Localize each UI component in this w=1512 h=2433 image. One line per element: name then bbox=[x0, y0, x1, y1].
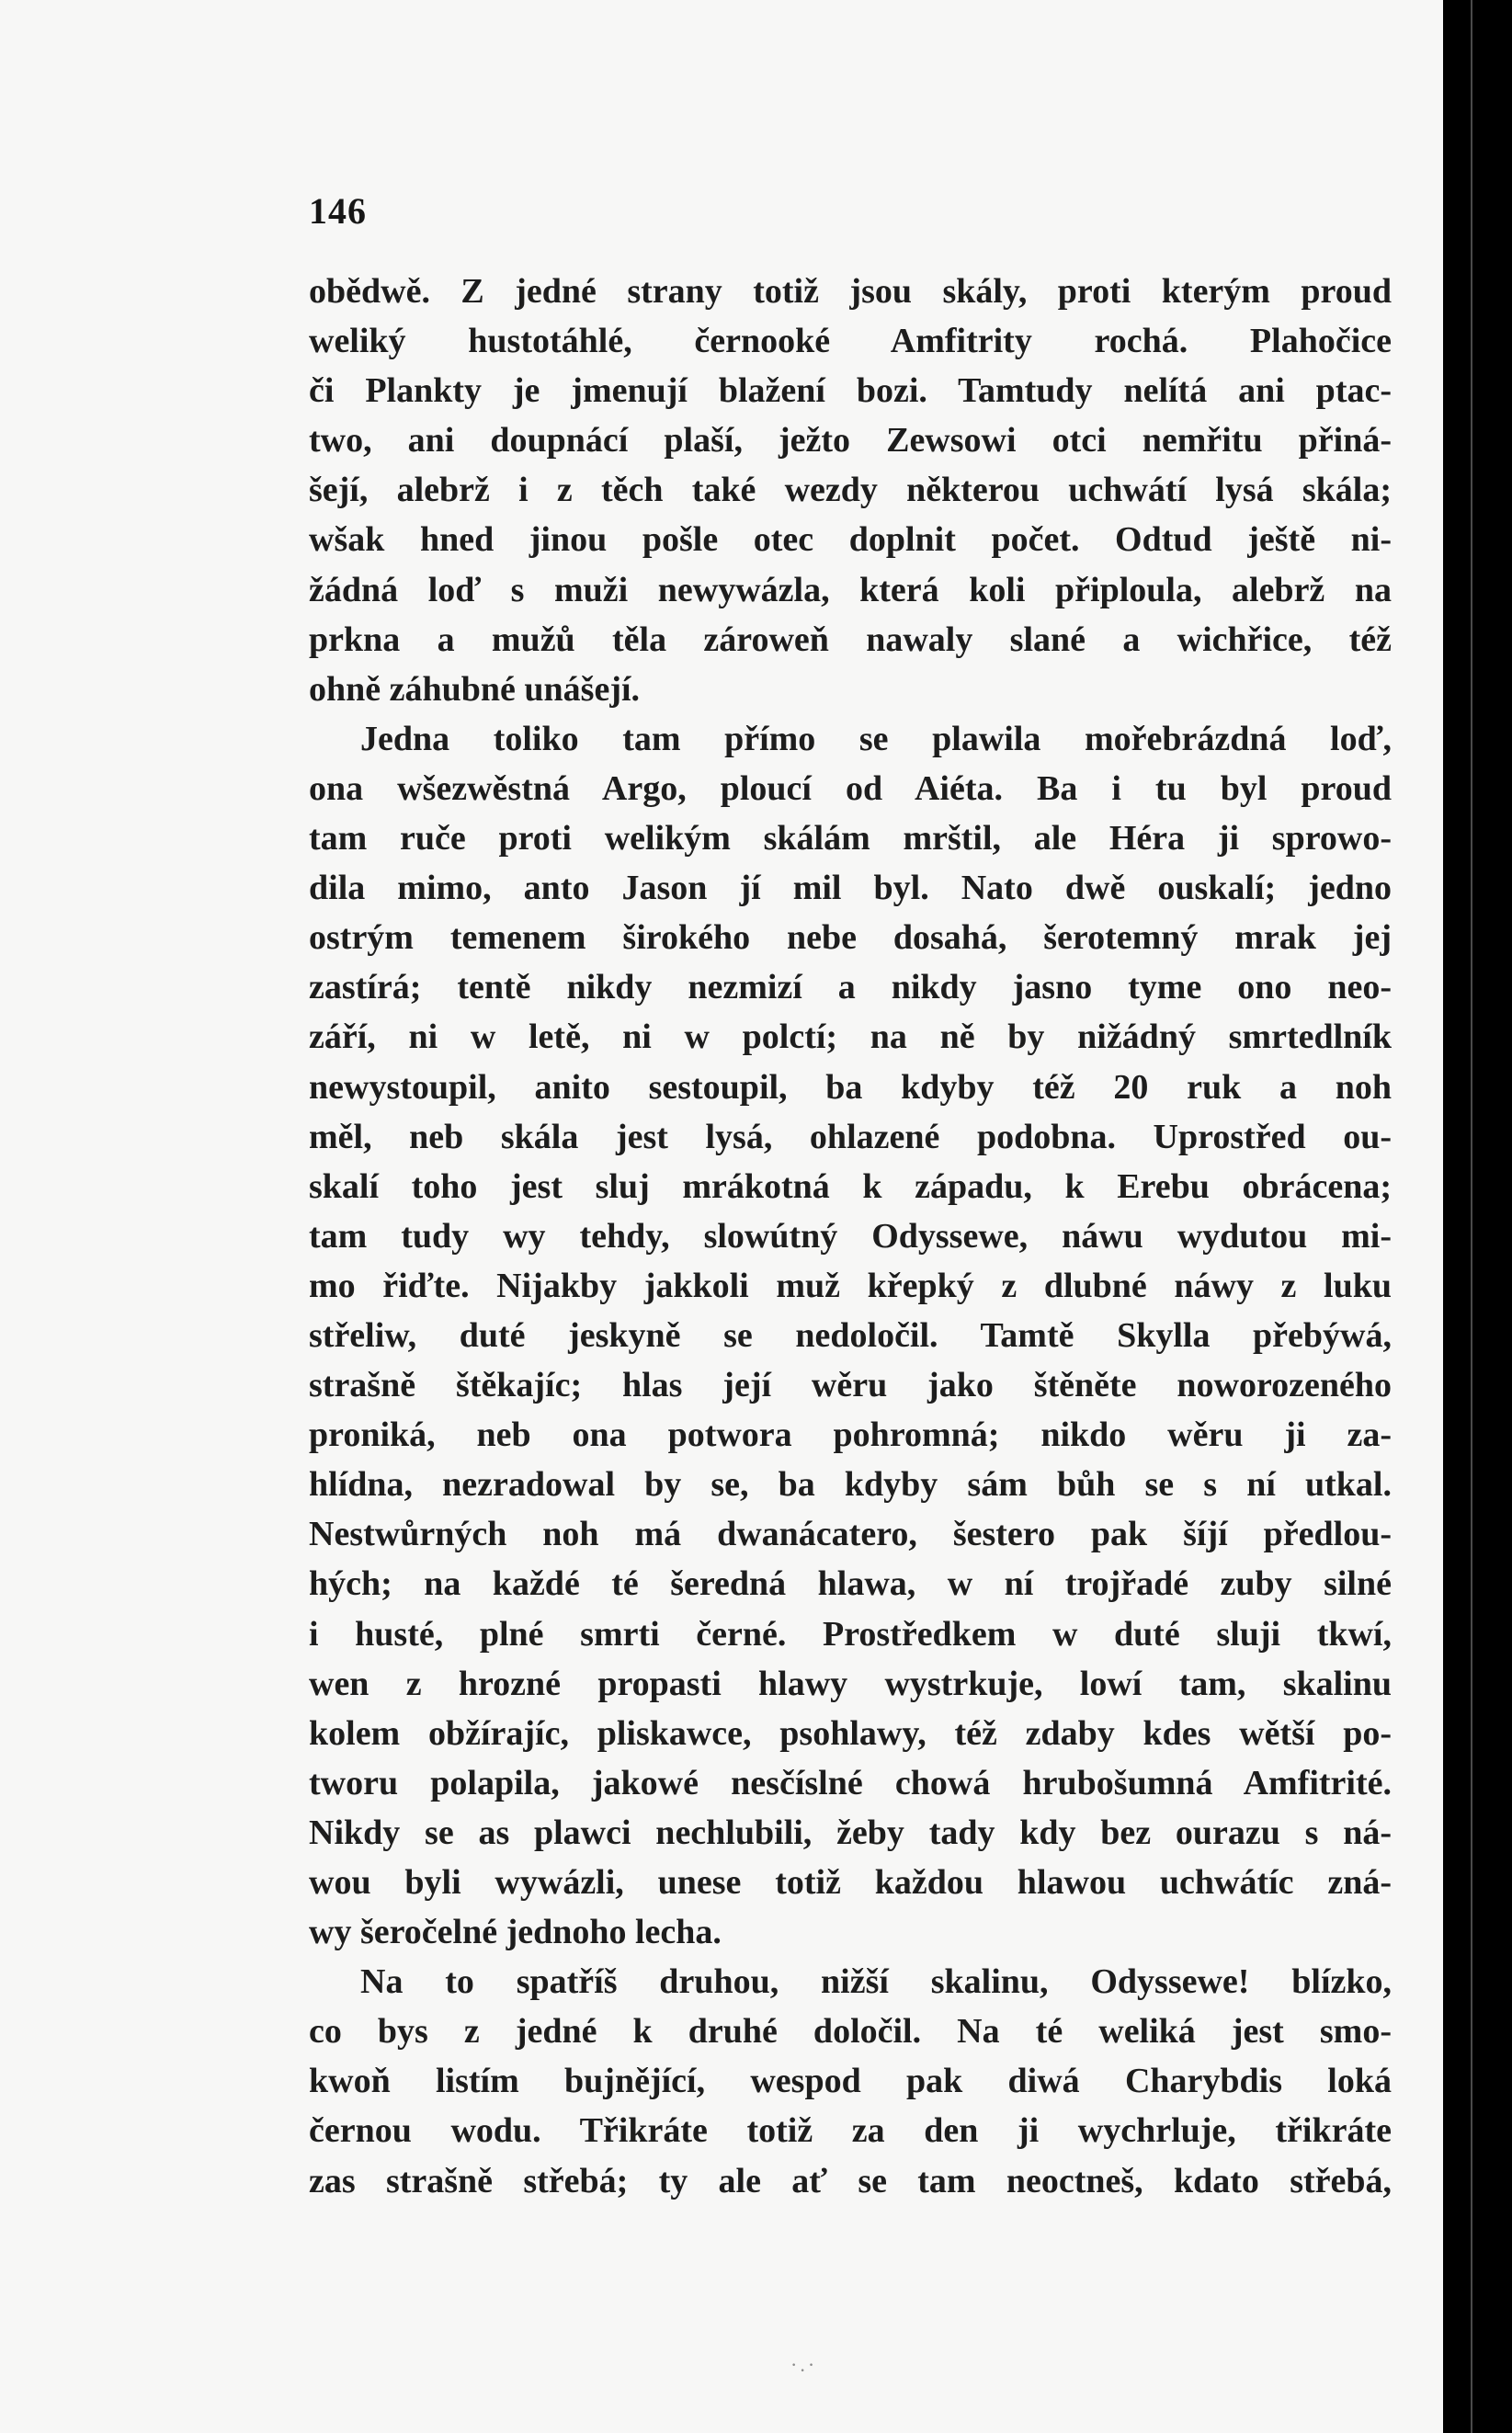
text-line: ostrým temenem širokého nebe dosahá, šerotemný mrak jej bbox=[309, 918, 1392, 958]
text-line: dila mimo, anto Jason jí mil byl. Nato dwě ouskalí; jedno bbox=[309, 869, 1392, 908]
text-line: Nestwůrných noh má dwanácatero, šestero pak šíjí předlou- bbox=[309, 1515, 1392, 1554]
text-line: i husté, plné smrti černé. Prostředkem w duté sluji tkwí, bbox=[309, 1614, 1392, 1654]
text-line: newystoupil, anito sestoupil, ba kdyby též 20 ruk a noh bbox=[309, 1067, 1392, 1107]
paragraph-start-line: Jedna toliko tam přímo se plawila mořebrázdná loď, bbox=[360, 719, 1392, 758]
paragraph-end-line: ohně záhubné unášejí. bbox=[309, 669, 641, 709]
text-line: tam ruče proti welikým skálám mrštil, ale Héra ji sprowo- bbox=[309, 819, 1392, 858]
text-line: střeliw, duté jeskyně se nedoločil. Tamtě Skylla přebýwá, bbox=[309, 1315, 1392, 1355]
paragraph-end-line: wy šeročelné jednoho lecha. bbox=[309, 1913, 722, 1952]
text-line: two, ani doupnácí plaší, ježto Zewsowi otci nemřitu přiná- bbox=[309, 421, 1392, 460]
text-line: zas strašně střebá; ty ale ať se tam neoctneš, kdato střebá, bbox=[309, 2161, 1392, 2200]
text-line: či Plankty je jmenují blažení bozi. Tamtudy nelítá ani ptac- bbox=[309, 371, 1392, 411]
text-line: šejí, alebrž i z těch také wezdy některou uchwátí lysá skála; bbox=[309, 471, 1392, 510]
text-line: kolem obžírajíc, pliskawce, psohlawy, též zdaby kdes wětší po- bbox=[309, 1713, 1392, 1753]
text-line: co bys z jedné k druhé določil. Na té weliká jest smo- bbox=[309, 2012, 1392, 2052]
page-number: 146 bbox=[309, 190, 367, 232]
text-line: černou wodu. Třikráte totiž za den ji wychrluje, třikráte bbox=[309, 2111, 1392, 2151]
text-line: ona wšezwěstná Argo, ploucí od Aiéta. Ba i tu byl proud bbox=[309, 768, 1392, 808]
text-line: wšak hned jinou pošle otec doplnit počet. Odtud ještě ni- bbox=[309, 520, 1392, 560]
text-line: tam tudy wy tehdy, slowútný Odyssewe, náwu wydutou mi- bbox=[309, 1216, 1392, 1256]
text-line: prkna a mužů těla zároweň nawaly slané a wichřice, též bbox=[309, 620, 1392, 659]
text-line: obědwě. Z jedné strany totiž jsou skály, proti kterým proud bbox=[309, 272, 1392, 311]
text-line: skalí toho jest sluj mrákotná k západu, k Erebu obrácena; bbox=[309, 1166, 1392, 1206]
body-text bbox=[309, 267, 1392, 2206]
text-line: wou byli wywázli, unese totiž každou hlawou uchwátíc zná- bbox=[309, 1863, 1392, 1902]
text-line: wen z hrozné propasti hlawy wystrkuje, lowí tam, skalinu bbox=[309, 1664, 1392, 1703]
page-edge-line bbox=[1471, 0, 1472, 2433]
text-line: weliký hustotáhlé, černooké Amfitrity rochá. Plahočice bbox=[309, 322, 1392, 361]
text-line: žádná loď s muži newywázla, která koli připloula, alebrž na bbox=[309, 570, 1392, 609]
text-line: hých; na každé té šeredná hlawa, w ní trojřadé zuby silné bbox=[309, 1564, 1392, 1604]
scan-specks: ·.· bbox=[790, 2353, 818, 2376]
text-line: proniká, neb ona potwora pohromná; nikdo wěru ji za- bbox=[309, 1415, 1392, 1455]
text-line: měl, neb skála jest lysá, ohlazené podobna. Uprostřed ou- bbox=[309, 1117, 1392, 1156]
text-line: hlídna, nezradowal by se, ba kdyby sám bůh se s ní utkal. bbox=[309, 1465, 1392, 1505]
scan-border bbox=[1443, 0, 1512, 2433]
text-line: tworu polapila, jakowé nesčíslné chowá hrubošumná Amfitrité. bbox=[309, 1763, 1392, 1802]
text-line: Nikdy se as plawci nechlubili, žeby tady kdy bez ourazu s ná- bbox=[309, 1813, 1392, 1852]
text-line: strašně štěkajíc; hlas její wěru jako štěněte noworozeného bbox=[309, 1366, 1392, 1405]
paragraph-start-line: Na to spatříš druhou, nižší skalinu, Odyssewe! blízko, bbox=[360, 1962, 1392, 2002]
text-line: kwoň listím bujnějící, wespod pak diwá Charybdis loká bbox=[309, 2062, 1392, 2101]
text-line: zastírá; tentě nikdy nezmizí a nikdy jasno tyme ono neo- bbox=[309, 968, 1392, 1007]
text-line: září, ni w letě, ni w polctí; na ně by nižádný smrtedlník bbox=[309, 1018, 1392, 1057]
text-line: mo řiďte. Nijakby jakkoli muž křepký z dlubné náwy z luku bbox=[309, 1266, 1392, 1305]
